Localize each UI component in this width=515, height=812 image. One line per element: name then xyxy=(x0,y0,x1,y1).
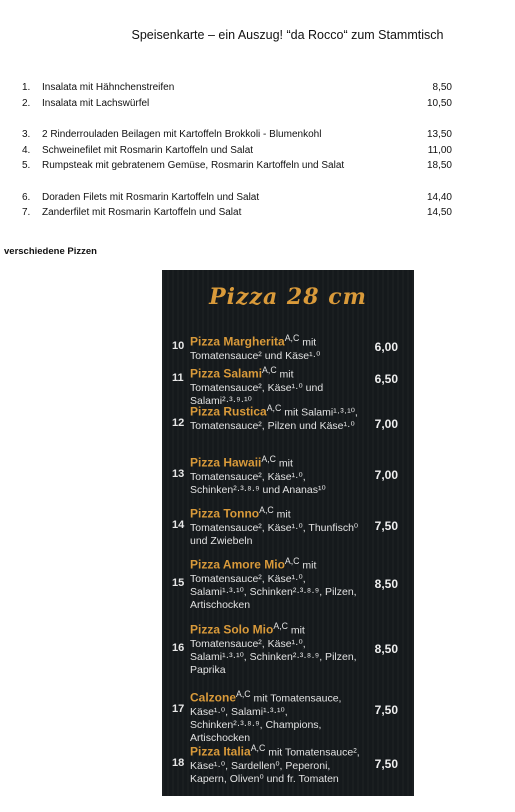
allergen-mark: A,C xyxy=(250,743,266,753)
pizza-text xyxy=(190,620,360,677)
pizza-number: 17 xyxy=(172,703,185,715)
item-name: Doraden Filets mit Rosmarin Kartoffeln und Salat xyxy=(42,191,260,203)
pizza-price: 8,50 xyxy=(374,642,398,656)
item-name: Schweinefilet mit Rosmarin Kartoffeln und Salat xyxy=(42,144,254,156)
pizza-price: 7,00 xyxy=(374,468,398,482)
item-name: Rumpsteak mit gebratenem Gemüse, Rosmarin Kartoffeln und Salat xyxy=(42,160,345,171)
pizza-text xyxy=(190,453,360,497)
pizza-name: Pizza Tonno xyxy=(190,506,260,521)
pizza-text xyxy=(190,364,360,408)
allergen-mark: A,C xyxy=(262,365,277,375)
item-name: Insalata mit Lachswürfel xyxy=(42,97,150,109)
menu-list xyxy=(22,80,462,221)
item-number: 7. xyxy=(22,207,31,218)
pizza-name: Pizza Solo Mio xyxy=(190,622,274,637)
pizza-number: 16 xyxy=(172,642,185,654)
item-number: 3. xyxy=(22,129,31,140)
item-price: 10,50 xyxy=(426,97,452,109)
list-item xyxy=(22,158,462,174)
pizza-text xyxy=(190,402,360,433)
item-number: 5. xyxy=(22,160,31,171)
pizza-description: mit Salami¹·³·¹⁰, Tomatensauce², Pilzen und Käse¹·⁰ xyxy=(190,406,358,432)
list-item xyxy=(22,127,462,143)
pizza-number: 10 xyxy=(172,340,185,352)
item-number: 4. xyxy=(22,144,31,156)
list-item xyxy=(22,143,462,159)
pizza-text xyxy=(190,332,360,363)
allergen-mark: A,C xyxy=(273,621,288,631)
board-title: Pizza 28 cm xyxy=(209,284,367,310)
pizza-number: 11 xyxy=(172,372,184,384)
pizza-text xyxy=(190,688,360,745)
pizza-description: mit Tomatensauce², Käse¹·⁰, Salami¹·³·¹⁰, Schinken²·³·⁸·⁹, Pilzen, Artischocken xyxy=(190,559,357,611)
list-item xyxy=(22,205,462,221)
pizza-price: 7,00 xyxy=(374,417,398,431)
pizza-price: 7,50 xyxy=(374,757,398,771)
list-item xyxy=(22,80,462,96)
pizza-price: 6,50 xyxy=(374,372,398,386)
pizza-description: mit Tomatensauce, Käse¹·⁰, Salami¹·³·¹⁰, Schinken²·³·⁸·⁹, Champions, Artischocken xyxy=(190,692,342,744)
pizza-text xyxy=(190,555,360,612)
pizza-description: mit Tomatensauce², Käse¹·⁰, Thunfisch⁰ und Zwiebeln xyxy=(190,508,359,547)
list-item xyxy=(22,96,462,112)
allergen-mark: A,C xyxy=(266,403,282,413)
pizza-number: 18 xyxy=(172,757,185,769)
pizza-name: Pizza Amore Mio xyxy=(190,557,285,572)
pizza-text xyxy=(190,504,360,548)
pizza-price: 7,50 xyxy=(374,519,398,533)
pizza-name: Pizza Rustica xyxy=(190,404,267,419)
item-price: 11,00 xyxy=(427,144,452,156)
pizza-description: mit Tomatensauce² und Käse¹·⁰ xyxy=(190,336,321,362)
pizza-price: 7,50 xyxy=(374,703,398,717)
page-title: Speisenkarte – ein Auszug! “da Rocco“ zum Stammtisch xyxy=(131,28,444,42)
item-price: 8,50 xyxy=(432,82,452,93)
pizza-description: mit Tomatensauce², Käse¹·⁰, Salami¹·³·¹⁰, Schinken²·³·⁸·⁹, Pilzen, Paprika xyxy=(190,624,357,676)
item-name: 2 Rinderrouladen Beilagen mit Kartoffeln Brokkoli - Blumenkohl xyxy=(42,129,322,140)
pizza-price: 8,50 xyxy=(374,577,398,591)
item-number: 2. xyxy=(22,97,31,109)
section-label: verschiedene Pizzen xyxy=(4,246,97,257)
pizza-number: 15 xyxy=(172,577,185,589)
pizza-description: mit Tomatensauce², Käse¹·⁰, Schinken²·³·⁸·⁹ und Ananas¹⁰ xyxy=(190,457,326,496)
pizza-text xyxy=(190,742,360,786)
allergen-mark: A,C xyxy=(261,454,276,464)
pizza-number: 14 xyxy=(172,519,185,531)
allergen-mark: A,C xyxy=(284,333,300,343)
item-price: 13,50 xyxy=(426,129,452,140)
spacer xyxy=(22,111,462,127)
item-name: Zanderfilet mit Rosmarin Kartoffeln und Salat xyxy=(42,207,242,218)
pizza-name: Pizza Italia xyxy=(190,744,251,759)
pizza-description: mit Tomatensauce², Käse¹·⁰, Sardellen⁰, Peperoni, Kapern, Oliven⁰ und fr. Tomaten xyxy=(190,746,360,785)
pizza-price: 6,00 xyxy=(374,340,398,354)
pizza-number: 13 xyxy=(172,468,185,480)
pizza-name: Pizza Hawaii xyxy=(190,455,262,470)
item-name: Insalata mit Hähnchenstreifen xyxy=(42,82,175,93)
allergen-mark: A,C xyxy=(259,505,274,515)
allergen-mark: A,C xyxy=(236,689,251,699)
spacer xyxy=(22,174,462,190)
list-item xyxy=(22,190,462,206)
pizza-name: Pizza Salami xyxy=(190,366,263,381)
item-price: 14,50 xyxy=(426,207,452,218)
item-number: 6. xyxy=(22,191,31,203)
item-number: 1. xyxy=(22,82,31,93)
item-price: 18,50 xyxy=(426,160,452,171)
pizza-board xyxy=(162,270,414,796)
pizza-description: mit Tomatensauce², Käse¹·⁰ und Salami²·³·⁹·¹⁰ xyxy=(190,368,324,407)
pizza-name: Calzone xyxy=(190,690,237,705)
allergen-mark: A,C xyxy=(284,556,300,566)
pizza-name: Pizza Margherita xyxy=(190,334,285,349)
pizza-number: 12 xyxy=(172,417,185,429)
item-price: 14,40 xyxy=(426,191,452,203)
